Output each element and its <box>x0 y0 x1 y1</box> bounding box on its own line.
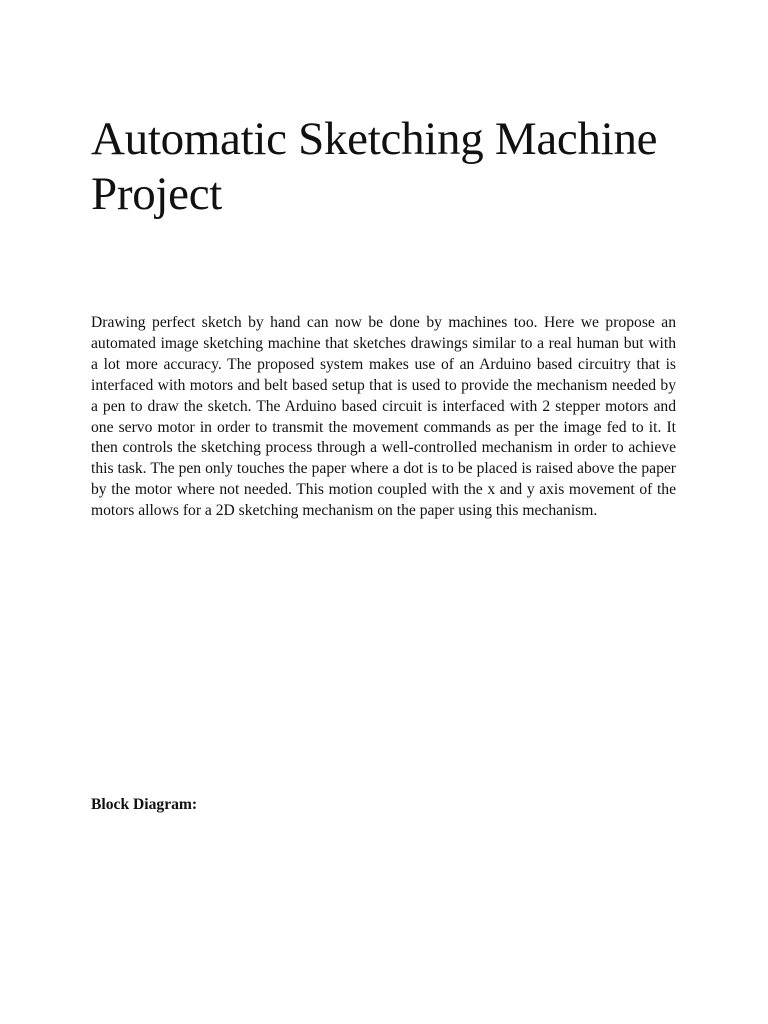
body-paragraph: Drawing perfect sketch by hand can now be done by machines too. Here we propose an automated image sketching machine that sketches drawings similar to a real human but with a lot more accuracy. The proposed system makes use of an Arduino based circuitry that is interfaced with motors and belt based setup that is used to provide the mechanism needed by a pen to draw the sketch. The Arduino based circuit is interfaced with 2 stepper motors and one servo motor in order to transmit the movement commands as per the image fed to it. It then controls the sketching process through a well-controlled mechanism in order to achieve this task. The pen only touches the paper where a dot is to be placed is raised above the paper by the motor where not needed. This motion coupled with the x and y axis movement of the motors allows for a 2D sketching mechanism on the paper using this mechanism. <box>91 314 676 520</box>
document-title: Automatic Sketching Machine Project <box>91 113 658 220</box>
block-diagram-heading: Block Diagram: <box>91 796 198 813</box>
